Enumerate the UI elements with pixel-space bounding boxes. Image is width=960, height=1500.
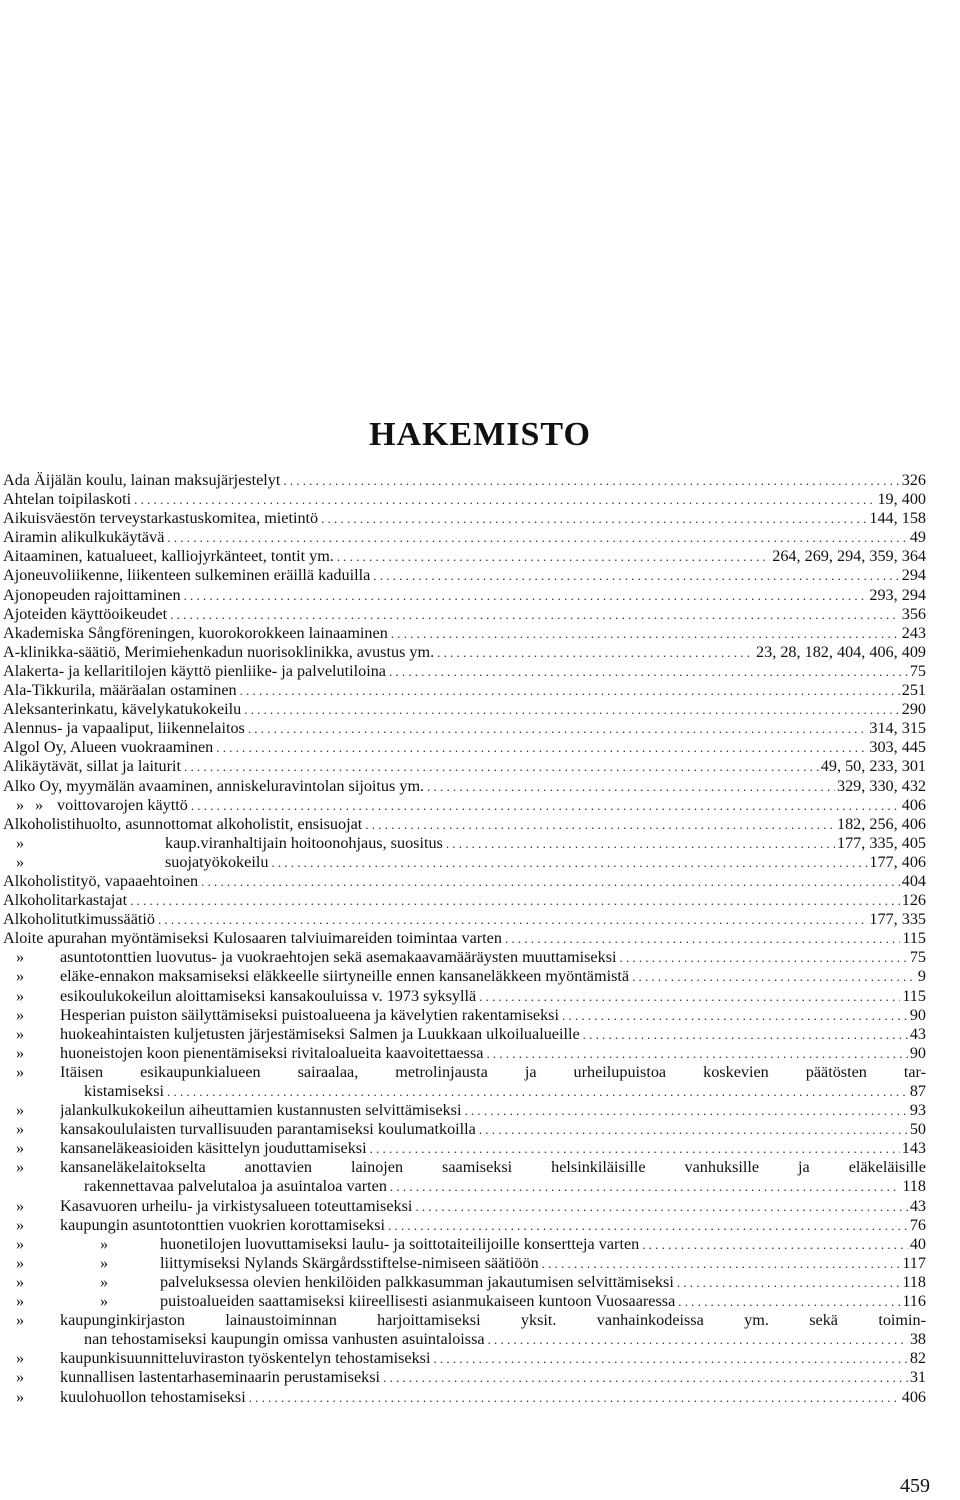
repeat-mark: » [100, 1253, 109, 1272]
index-entry [0, 547, 960, 566]
repeat-mark: » [16, 1101, 25, 1120]
entry-pages: 75 [909, 948, 926, 967]
entry-pages: 143 [901, 1139, 926, 1158]
entry-text: rakennettavaa palvelutaloa ja asuintaloa varten [84, 1177, 387, 1196]
entry-pages: 329, 330, 432 [836, 776, 926, 795]
entry-pages: 50 [909, 1120, 926, 1139]
repeat-mark: » [16, 1215, 25, 1234]
entry-text: kaupungin asuntotonttien vuokrien korottamiseksi [60, 1215, 386, 1234]
entry-text: palveluksessa olevien henkilöiden palkkasumman jakautumisen selvittämiseksi [160, 1272, 674, 1291]
entry-text: huokeahintaisten kuljetusten järjestämiseksi Salmen ja Luukkaan ulkoilualueille [60, 1024, 580, 1043]
entry-text: kaupunginkirjaston lainaustoiminnan harjoittamiseksi yksit. vanhainkodeissa ym. sekä toimin- [60, 1311, 926, 1330]
entry-pages: 118 [902, 1177, 926, 1196]
entry-text: Alkoholistityö, vapaaehtoinen [3, 871, 199, 890]
repeat-mark: » [100, 1292, 109, 1311]
entry-text: Alakerta- ja kellaritilojen käyttö pienliike- ja palvelutiloina [3, 661, 386, 680]
index-entry [0, 1063, 960, 1082]
entry-text: Alko Oy, myymälän avaaminen, anniskeluravintolan sijoitus ym. [3, 776, 425, 795]
dot-leader [244, 700, 899, 719]
dot-leader [415, 1197, 907, 1216]
entry-pages: 49, 50, 233, 301 [820, 757, 926, 776]
entry-text: Ajonopeuden rajoittaminen [3, 585, 181, 604]
repeat-mark: » [16, 1062, 25, 1081]
entry-text: Akademiska Sångföreningen, kuorokorokkeen lainaaminen [3, 623, 388, 642]
page-title: HAKEMISTO [369, 415, 591, 453]
index-entry [0, 1254, 960, 1273]
entry-pages: 115 [902, 986, 926, 1005]
entry-text: Algol Oy, Alueen vuokraaminen [3, 738, 214, 757]
index-entry [0, 1273, 960, 1292]
dot-leader [365, 815, 835, 834]
entry-text: Alkoholitutkimussäätiö [3, 910, 155, 929]
entry-text: asuntotonttien luovutus- ja vuokraehtojen sekä asemakaavamääräysten muuttamiseksi [60, 948, 617, 967]
index-entry [0, 1197, 960, 1216]
entry-text: Hesperian puiston säilyttämiseksi puistoalueena ja kävelytien rakentamiseksi [60, 1005, 559, 1024]
dot-leader [427, 777, 835, 796]
entry-pages: 406 [901, 1387, 926, 1406]
index-entry [0, 738, 960, 757]
repeat-mark: » [16, 1272, 25, 1291]
dot-leader [167, 528, 907, 547]
repeat-mark: » [16, 1234, 25, 1253]
entry-text: Alikäytävät, sillat ja laiturit [3, 757, 182, 776]
dot-leader [337, 547, 770, 566]
entry-pages: 264, 269, 294, 359, 364 [772, 547, 926, 566]
repeat-mark: » [16, 1005, 25, 1024]
repeat-mark: » [16, 1292, 25, 1311]
index-entry [0, 1235, 960, 1254]
entry-pages: 356 [901, 604, 926, 623]
repeat-mark: » [16, 967, 25, 986]
index-entry [0, 1101, 960, 1120]
entry-text: nan tehostamiseksi kaupungin omissa vanhusten asuintaloissa [84, 1330, 485, 1349]
entry-pages: 49 [909, 528, 926, 547]
index-entry [0, 1139, 960, 1158]
dot-leader [488, 1330, 908, 1349]
entry-text: Alkoholistihuolto, asunnottomat alkoholistit, ensisuojat [3, 814, 363, 833]
entry-text: Aloite apurahan myöntämiseksi Kulosaaren talviuimareiden toimintaa varten [3, 929, 502, 948]
index-entry [0, 1044, 960, 1063]
dot-leader [167, 1082, 908, 1101]
index-entry [0, 605, 960, 624]
dot-leader [620, 948, 908, 967]
entry-text: esikoulukokeilun aloittamiseksi kansakouluissa v. 1973 syksyllä [60, 986, 477, 1005]
entry-text: kansaneläkelaitokselta anottavien lainojen saamiseksi helsinkiläisille vanhuksille ja eläkeläisille [60, 1158, 926, 1177]
index-entry [0, 1120, 960, 1139]
index-entry [0, 853, 960, 872]
entry-text: liittymiseksi Nylands Skärgårdsstiftelse-nimiseen säätiöön [160, 1253, 539, 1272]
index-entry [0, 528, 960, 547]
dot-leader [479, 1120, 908, 1139]
index-entry [0, 967, 960, 986]
entry-pages: 90 [909, 1043, 926, 1062]
dot-leader [191, 796, 900, 815]
entry-pages: 115 [902, 929, 926, 948]
repeat-mark: » [35, 795, 44, 814]
dot-leader [216, 738, 867, 757]
dot-leader [240, 681, 900, 700]
index-entry [0, 929, 960, 948]
index-entry [0, 1082, 960, 1101]
entry-pages: 23, 28, 182, 404, 406, 409 [756, 642, 926, 661]
index-entry [0, 1216, 960, 1235]
entry-text: Ajoteiden käyttöoikeudet [3, 604, 168, 623]
repeat-mark: » [16, 1368, 25, 1387]
index-entry [0, 471, 960, 490]
entry-text: Ada Äijälän koulu, lainan maksujärjestelyt [3, 471, 281, 489]
entry-pages: 326 [901, 471, 926, 489]
dot-leader [677, 1273, 900, 1292]
dot-leader [479, 987, 900, 1006]
dot-leader [249, 1388, 900, 1407]
index-entry [0, 1330, 960, 1349]
repeat-mark: » [16, 1311, 25, 1330]
entry-pages: 314, 315 [869, 719, 926, 738]
dot-leader [130, 891, 900, 910]
entry-text: suojatyökokeilu [165, 852, 269, 871]
dot-leader [271, 853, 867, 872]
entry-text: A-klinikka-säätiö, Merimiehenkadun nuorisoklinikka, avustus ym. [3, 642, 435, 661]
dot-leader [158, 910, 867, 929]
entry-text: eläke-ennakon maksamiseksi eläkkeelle siirtyneille ennen kansaneläkkeen myöntämistä [60, 967, 630, 986]
index-entry [0, 1177, 960, 1196]
entry-text: kistamiseksi [84, 1082, 165, 1100]
repeat-mark: » [16, 1043, 25, 1062]
entry-pages: 182, 256, 406 [836, 814, 926, 833]
dot-leader [389, 662, 908, 681]
entry-pages: 177, 335 [869, 910, 926, 929]
entry-pages: 177, 335, 405 [836, 833, 926, 852]
entry-pages: 406 [901, 795, 926, 814]
entry-pages: 82 [909, 1349, 926, 1368]
entry-text: huoneistojen koon pienentämiseksi rivitaloalueita kaavoitettaessa [60, 1043, 484, 1062]
entry-pages: 294 [901, 566, 926, 585]
index-entry [0, 777, 960, 796]
repeat-mark: » [16, 1196, 25, 1215]
index-entry [0, 1025, 960, 1044]
dot-leader [184, 586, 868, 605]
entry-pages: 243 [901, 623, 926, 642]
index-entry [0, 834, 960, 853]
entry-text: Alennus- ja vapaaliput, liikennelaitos [3, 719, 245, 738]
entry-pages: 75 [909, 661, 926, 680]
entry-pages: 38 [909, 1330, 926, 1349]
dot-leader [583, 1025, 908, 1044]
entry-pages: 404 [901, 871, 926, 890]
dot-leader [370, 1139, 900, 1158]
index-entry [0, 948, 960, 967]
entry-text: kunnallisen lastentarhaseminaarin perustamiseksi [60, 1368, 381, 1387]
index-entry [0, 757, 960, 776]
entry-pages: 43 [909, 1196, 926, 1215]
dot-leader [464, 1101, 907, 1120]
index-entry [0, 490, 960, 509]
entry-text: Kasavuoren urheilu- ja virkistysalueen toteuttamiseksi [60, 1196, 413, 1215]
dot-leader [170, 605, 900, 624]
dot-leader [642, 1235, 908, 1254]
entry-pages: 303, 445 [869, 738, 926, 757]
index-entry [0, 1388, 960, 1407]
index-entry [0, 1349, 960, 1368]
dot-leader [134, 490, 875, 509]
dot-leader [391, 624, 900, 643]
dot-leader [446, 834, 835, 853]
index-entry [0, 700, 960, 719]
entry-text: puistoalueiden saattamiseksi kiireellisesti asianmukaiseen kuntoon Vuosaaressa [160, 1292, 676, 1311]
index-entry [0, 910, 960, 929]
dot-leader [437, 643, 754, 662]
repeat-mark: » [16, 852, 25, 871]
entry-text: Aitaaminen, katualueet, kalliojyrkänteet, tontit ym. [3, 547, 334, 566]
index-entry [0, 987, 960, 1006]
entry-pages: 87 [909, 1082, 926, 1100]
entry-pages: 117 [902, 1253, 926, 1272]
entry-pages: 293, 294 [869, 585, 926, 604]
index-entry [0, 1311, 960, 1330]
index-entry [0, 872, 960, 891]
index-entry [0, 891, 960, 910]
entry-pages: 76 [909, 1215, 926, 1234]
entry-text: Itäisen esikaupunkialueen sairaalaa, metrolinjausta ja urheilupuistoa koskevien päätösten tar- [60, 1062, 926, 1081]
index-entry [0, 815, 960, 834]
entry-text: Aleksanterinkatu, kävelykatukokeilu [3, 700, 242, 719]
entry-text: Ala-Tikkurila, määräalan ostaminen [3, 681, 237, 700]
index-entry [0, 796, 960, 815]
repeat-mark: » [16, 1253, 25, 1272]
dot-leader [248, 719, 867, 738]
index-entry [0, 643, 960, 662]
dot-leader [184, 757, 819, 776]
dot-leader [283, 471, 899, 490]
repeat-mark: » [16, 833, 25, 852]
entry-pages: 40 [909, 1234, 926, 1253]
repeat-mark: » [100, 1272, 109, 1291]
index-entry [0, 566, 960, 585]
entry-pages: 9 [917, 967, 926, 986]
dot-leader [383, 1368, 908, 1387]
dot-leader [486, 1044, 907, 1063]
index-entry [0, 586, 960, 605]
entry-text: kansakoululaisten turvallisuuden parantamiseksi koulumatkoilla [60, 1120, 476, 1139]
repeat-mark: » [16, 1349, 25, 1368]
entry-pages: 290 [901, 700, 926, 719]
dot-leader [321, 509, 867, 528]
index-entry [0, 509, 960, 528]
repeat-mark: » [16, 1024, 25, 1043]
entry-pages: 118 [902, 1272, 926, 1291]
dot-leader [373, 566, 899, 585]
entry-text: Ahtelan toipilaskoti [3, 490, 132, 509]
dot-leader [201, 872, 900, 891]
repeat-mark: » [16, 1139, 25, 1158]
entry-pages: 177, 406 [869, 852, 926, 871]
entry-text: Aikuisväestön terveystarkastuskomitea, mietintö [3, 509, 319, 528]
index-entry [0, 662, 960, 681]
dot-leader [505, 929, 900, 948]
entry-pages: 144, 158 [869, 509, 926, 528]
index-entry [0, 1158, 960, 1177]
entry-text: voittovarojen käyttö [57, 795, 188, 814]
repeat-mark: » [16, 948, 25, 967]
entry-text: huonetilojen luovuttamiseksi laulu- ja soittotaiteilijoille konsertteja varten [160, 1234, 640, 1253]
entry-pages: 93 [909, 1101, 926, 1120]
dot-leader [433, 1349, 907, 1368]
index-entry [0, 681, 960, 700]
entry-text: kansaneläkeasioiden käsittelyn jouduttamiseksi [60, 1139, 367, 1158]
entry-text: kaup.viranhaltijain hoitoonohjaus, suositus [165, 833, 443, 852]
entry-pages: 251 [901, 681, 926, 700]
page-number: 459 [900, 1475, 930, 1497]
entry-pages: 90 [909, 1005, 926, 1024]
repeat-mark: » [100, 1234, 109, 1253]
index-list [0, 471, 960, 1407]
entry-pages: 19, 400 [877, 490, 926, 509]
entry-pages: 31 [909, 1368, 926, 1387]
repeat-mark: » [16, 1120, 25, 1139]
index-entry [0, 1292, 960, 1311]
repeat-mark: » [16, 795, 25, 814]
entry-pages: 126 [901, 891, 926, 910]
entry-pages: 43 [909, 1024, 926, 1043]
entry-text: Airamin alikulkukäytävä [3, 528, 165, 547]
index-entry [0, 1368, 960, 1387]
entry-text: Ajoneuvoliikenne, liikenteen sulkeminen eräillä kaduilla [3, 566, 371, 585]
index-entry [0, 719, 960, 738]
dot-leader [562, 1006, 908, 1025]
entry-pages: 116 [902, 1292, 926, 1311]
index-entry [0, 1006, 960, 1025]
repeat-mark: » [16, 1387, 25, 1406]
index-entry [0, 624, 960, 643]
dot-leader [390, 1177, 900, 1196]
repeat-mark: » [16, 986, 25, 1005]
repeat-mark: » [16, 1158, 25, 1177]
dot-leader [632, 967, 916, 986]
entry-text: jalankulkukokeilun aiheuttamien kustannusten selvittämiseksi [60, 1101, 462, 1120]
entry-text: kaupunkisuunnitteluviraston työskentelyn tehostamiseksi [60, 1349, 431, 1368]
dot-leader [542, 1254, 901, 1273]
entry-text: Alkoholitarkastajat [3, 891, 128, 910]
dot-leader [678, 1292, 900, 1311]
dot-leader [388, 1216, 908, 1235]
entry-text: kuulohuollon tehostamiseksi [60, 1387, 246, 1406]
